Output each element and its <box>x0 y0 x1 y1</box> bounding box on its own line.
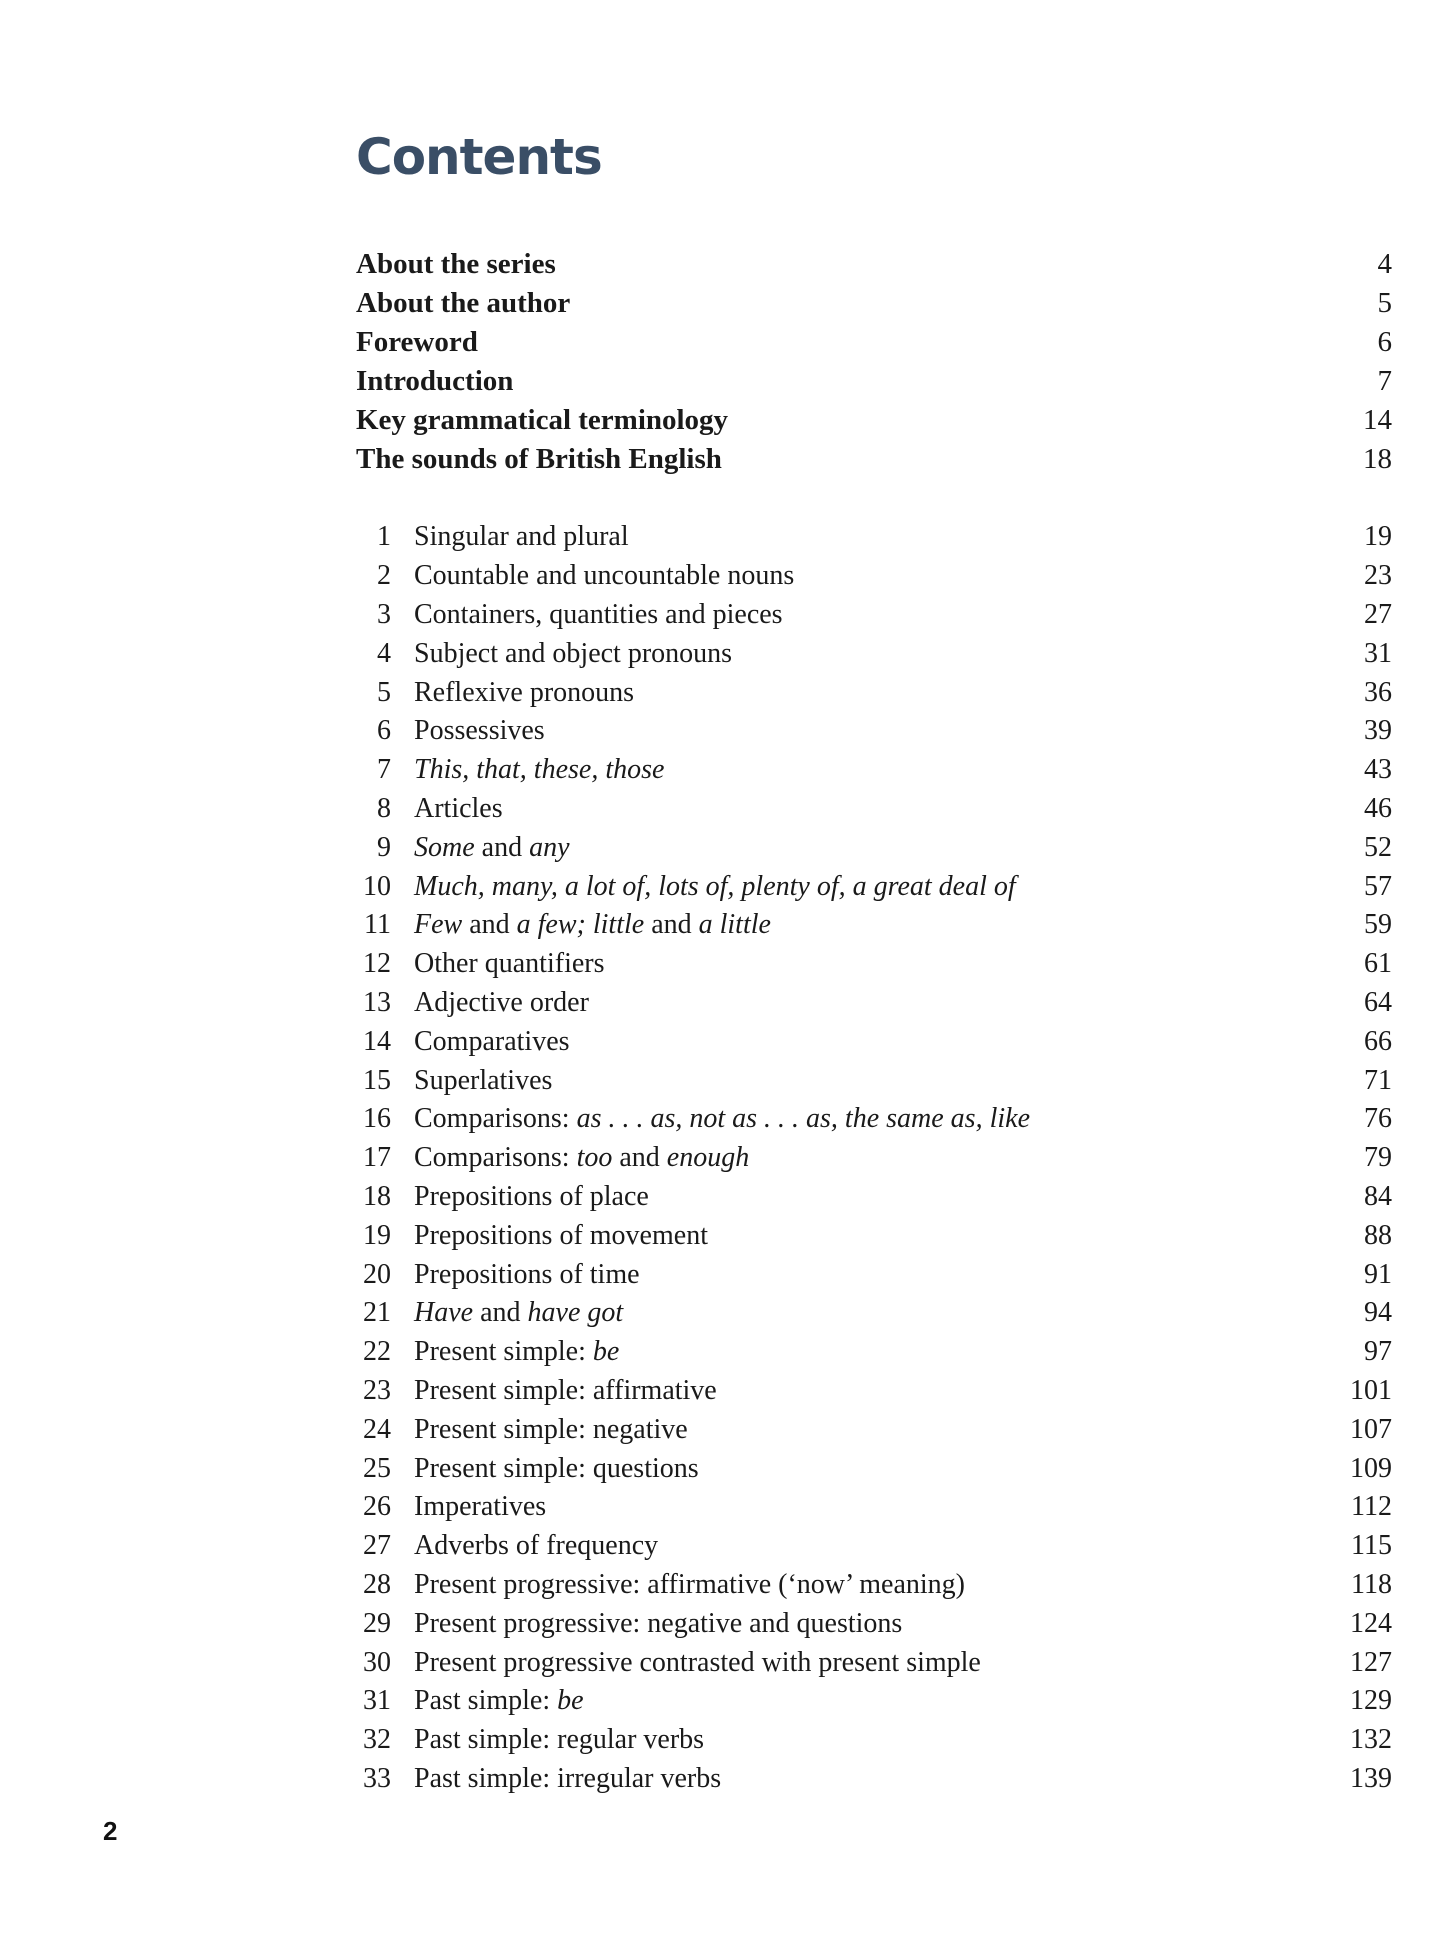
unit-title <box>414 948 1332 980</box>
page-number: 115 <box>1351 1530 1392 1562</box>
unit-title-segment: Past simple: irregular verbs <box>414 1762 722 1794</box>
unit-title-italic-segment: enough <box>666 1142 750 1174</box>
unit-number: 3 <box>377 598 391 630</box>
unit-title-segment: Present progressive: affirmative (‘now’ meaning) <box>414 1568 966 1600</box>
front-matter-item[interactable] <box>356 401 1392 440</box>
front-matter-item[interactable] <box>356 362 1392 401</box>
unit-number: 19 <box>363 1219 391 1251</box>
unit-number: 33 <box>363 1762 391 1794</box>
unit-number: 20 <box>363 1258 391 1290</box>
unit-title <box>414 1724 1332 1756</box>
page-number: 7 <box>1377 365 1392 397</box>
unit-number: 27 <box>363 1530 391 1562</box>
unit-title-italic-segment: have got <box>527 1297 624 1329</box>
unit-number: 8 <box>377 792 391 824</box>
unit-title-italic-segment: be <box>592 1336 620 1368</box>
unit-row[interactable] <box>356 1488 1392 1527</box>
unit-title <box>414 1453 1332 1485</box>
unit-number: 26 <box>363 1491 391 1523</box>
unit-row[interactable] <box>356 867 1392 906</box>
unit-title-segment: Prepositions of time <box>414 1258 640 1290</box>
unit-title <box>414 754 1332 786</box>
unit-number: 1 <box>377 521 391 553</box>
unit-row[interactable] <box>356 1061 1392 1100</box>
unit-number: 10 <box>363 870 391 902</box>
page-number: 118 <box>1351 1568 1392 1600</box>
unit-title <box>414 1103 1332 1135</box>
unit-row[interactable] <box>356 673 1392 712</box>
front-matter-item[interactable] <box>356 245 1392 284</box>
unit-title-segment: Present progressive: negative and questions <box>414 1607 903 1639</box>
unit-row[interactable] <box>356 1216 1392 1255</box>
unit-title-segment: and <box>462 909 517 941</box>
unit-row[interactable] <box>356 1333 1392 1372</box>
unit-title-segment: Adverbs of frequency <box>414 1530 659 1562</box>
unit-title-italic-segment: Much, many, a lot of, lots of, plenty of, a great deal of <box>414 870 1016 902</box>
page-number: 97 <box>1364 1336 1392 1368</box>
unit-row[interactable] <box>356 557 1392 596</box>
unit-title-segment: Other quantifiers <box>414 948 605 980</box>
page-number: 57 <box>1364 870 1392 902</box>
unit-row[interactable] <box>356 1178 1392 1217</box>
unit-title-segment: Present simple: affirmative <box>414 1374 717 1406</box>
front-matter-list <box>356 245 1392 479</box>
page-number: 88 <box>1364 1219 1392 1251</box>
page-number: 71 <box>1364 1064 1392 1096</box>
unit-number: 29 <box>363 1607 391 1639</box>
unit-number: 11 <box>364 909 391 941</box>
page-number: 64 <box>1364 986 1392 1018</box>
front-matter-item[interactable] <box>356 323 1392 362</box>
page-number: 27 <box>1364 598 1392 630</box>
page-number: 4 <box>1377 248 1392 280</box>
front-matter-label: About the series <box>356 248 556 280</box>
unit-number: 28 <box>363 1568 391 1600</box>
unit-title <box>414 793 1332 825</box>
unit-title-segment: Prepositions of place <box>414 1180 649 1212</box>
unit-title-italic-segment: Have <box>414 1297 474 1329</box>
page-number: 79 <box>1364 1142 1392 1174</box>
unit-row[interactable] <box>356 1527 1392 1566</box>
page-number: 36 <box>1364 676 1392 708</box>
unit-number: 4 <box>377 637 391 669</box>
unit-number: 21 <box>363 1297 391 1329</box>
unit-row[interactable] <box>356 1022 1392 1061</box>
unit-title-segment: and <box>473 1297 528 1329</box>
unit-row[interactable] <box>356 1643 1392 1682</box>
unit-row[interactable] <box>356 634 1392 673</box>
unit-title-segment: Singular and plural <box>414 521 629 553</box>
unit-number: 2 <box>377 560 391 592</box>
unit-title-segment: Comparisons: <box>414 1142 577 1174</box>
page-number: 61 <box>1364 948 1392 980</box>
page-number: 76 <box>1364 1103 1392 1135</box>
front-matter-item[interactable] <box>356 284 1392 323</box>
unit-row[interactable] <box>356 1449 1392 1488</box>
unit-title-segment: and <box>644 909 699 941</box>
unit-title <box>414 560 1332 592</box>
unit-title <box>414 1142 1332 1174</box>
unit-title <box>414 1181 1332 1213</box>
unit-number: 25 <box>363 1452 391 1484</box>
unit-row[interactable] <box>356 1760 1392 1799</box>
unit-title <box>414 1336 1332 1368</box>
unit-title-italic-segment: Some <box>414 831 475 863</box>
unit-row[interactable] <box>356 1294 1392 1333</box>
front-matter-label: Introduction <box>356 365 514 397</box>
page-number: 101 <box>1350 1374 1392 1406</box>
unit-title-segment: Present progressive contrasted with present simple <box>414 1646 981 1678</box>
unit-title <box>414 677 1332 709</box>
page-number: 66 <box>1364 1025 1392 1057</box>
unit-title-segment: Past simple: regular verbs <box>414 1724 705 1756</box>
unit-title <box>414 1220 1332 1252</box>
unit-row[interactable] <box>356 1255 1392 1294</box>
unit-title <box>414 1685 1332 1717</box>
unit-title-segment: and <box>612 1142 667 1174</box>
unit-title-italic-segment: a few; little <box>516 909 645 941</box>
page-number: 109 <box>1350 1452 1392 1484</box>
unit-title <box>414 1530 1332 1562</box>
unit-title-segment: and <box>474 831 530 863</box>
unit-row[interactable] <box>356 518 1392 557</box>
unit-title-segment: Reflexive pronouns <box>414 676 635 708</box>
unit-row[interactable] <box>356 751 1392 790</box>
unit-number: 22 <box>363 1336 391 1368</box>
unit-title <box>414 1259 1332 1291</box>
unit-row[interactable] <box>356 712 1392 751</box>
unit-title-segment: Adjective order <box>414 986 589 1018</box>
page-number: 127 <box>1350 1646 1392 1678</box>
page-number: 18 <box>1363 443 1392 475</box>
page-number: 91 <box>1364 1258 1392 1290</box>
unit-number: 6 <box>377 715 391 747</box>
unit-title-italic-segment: too <box>576 1142 613 1174</box>
unit-number: 17 <box>363 1142 391 1174</box>
front-matter-label: Foreword <box>356 326 478 358</box>
unit-title <box>414 1375 1332 1407</box>
unit-number: 23 <box>363 1374 391 1406</box>
unit-title <box>414 521 1332 553</box>
unit-title <box>414 638 1332 670</box>
unit-number: 13 <box>363 986 391 1018</box>
unit-list <box>356 518 1392 1798</box>
unit-title <box>414 1297 1332 1329</box>
unit-title <box>414 871 1332 903</box>
unit-number: 16 <box>363 1103 391 1135</box>
page-number: 5 <box>1377 287 1392 319</box>
unit-title <box>414 715 1332 747</box>
unit-row[interactable] <box>356 906 1392 945</box>
unit-title-segment: Comparisons: <box>414 1103 577 1135</box>
unit-title <box>414 1647 1332 1679</box>
page-number: 84 <box>1364 1180 1392 1212</box>
unit-title-italic-segment: This, that, these, those <box>414 754 665 786</box>
front-matter-label: About the author <box>356 287 571 319</box>
unit-number: 32 <box>363 1724 391 1756</box>
unit-title-segment: Past simple: <box>414 1685 558 1717</box>
page-number: 14 <box>1363 404 1392 436</box>
page-number: 132 <box>1350 1724 1392 1756</box>
front-matter-item[interactable] <box>356 440 1392 479</box>
unit-row[interactable] <box>356 596 1392 635</box>
unit-title-segment: Present simple: questions <box>414 1452 699 1484</box>
unit-title <box>414 832 1332 864</box>
unit-number: 31 <box>363 1685 391 1717</box>
unit-title <box>414 987 1332 1019</box>
page-number: 129 <box>1350 1685 1392 1717</box>
unit-title <box>414 1414 1332 1446</box>
page-number: 46 <box>1364 792 1392 824</box>
unit-row[interactable] <box>356 984 1392 1023</box>
unit-title-italic-segment: as . . . as, not as . . . as, the same as, like <box>576 1103 1030 1135</box>
page-number: 43 <box>1364 754 1392 786</box>
unit-number: 30 <box>363 1646 391 1678</box>
unit-title-segment: Possessives <box>414 715 545 747</box>
unit-title <box>414 1608 1332 1640</box>
unit-title-segment: Subject and object pronouns <box>414 637 733 669</box>
page-number: 39 <box>1364 715 1392 747</box>
unit-row[interactable] <box>356 1139 1392 1178</box>
unit-number: 5 <box>377 676 391 708</box>
page-number: 52 <box>1364 831 1392 863</box>
unit-title-italic-segment: any <box>529 831 570 863</box>
unit-title-italic-segment: be <box>557 1685 584 1717</box>
unit-title-segment: Comparatives <box>414 1025 570 1057</box>
page-title: Contents <box>356 128 602 186</box>
page-number: 139 <box>1350 1762 1392 1794</box>
unit-number: 15 <box>363 1064 391 1096</box>
unit-row[interactable] <box>356 790 1392 829</box>
page-number: 94 <box>1364 1297 1392 1329</box>
page-number: 19 <box>1364 521 1392 553</box>
unit-number: 7 <box>377 754 391 786</box>
unit-row[interactable] <box>356 1682 1392 1721</box>
unit-row[interactable] <box>356 945 1392 984</box>
page-number: 6 <box>1377 326 1392 358</box>
unit-title <box>414 1026 1332 1058</box>
unit-row[interactable] <box>356 1410 1392 1449</box>
front-matter-label: Key grammatical terminology <box>356 404 729 436</box>
unit-row[interactable] <box>356 1604 1392 1643</box>
unit-number: 14 <box>363 1025 391 1057</box>
unit-number: 12 <box>363 948 391 980</box>
page-number: 31 <box>1364 637 1392 669</box>
unit-title <box>414 909 1332 941</box>
page-number: 23 <box>1364 560 1392 592</box>
unit-number: 9 <box>377 831 391 863</box>
page-number: 59 <box>1364 909 1392 941</box>
unit-title <box>414 1491 1332 1523</box>
unit-title-segment: Superlatives <box>414 1064 553 1096</box>
folio-page-number: 2 <box>103 1816 118 1846</box>
unit-title <box>414 599 1332 631</box>
page-number: 124 <box>1350 1607 1392 1639</box>
unit-row[interactable] <box>356 1721 1392 1760</box>
unit-title-italic-segment: a little <box>698 909 771 941</box>
unit-row[interactable] <box>356 1372 1392 1411</box>
unit-title-segment: Containers, quantities and pieces <box>414 598 783 630</box>
page-number: 112 <box>1351 1491 1392 1523</box>
unit-row[interactable] <box>356 828 1392 867</box>
unit-row[interactable] <box>356 1566 1392 1605</box>
unit-title-segment: Present simple: <box>414 1336 593 1368</box>
unit-number: 24 <box>363 1413 391 1445</box>
page-number: 107 <box>1350 1413 1392 1445</box>
unit-title-segment: Prepositions of movement <box>414 1219 708 1251</box>
front-matter-label: The sounds of British English <box>356 443 722 475</box>
unit-title <box>414 1569 1332 1601</box>
unit-title-italic-segment: Few <box>414 909 463 941</box>
unit-title <box>414 1763 1332 1795</box>
unit-title <box>414 1065 1332 1097</box>
unit-title-segment: Present simple: negative <box>414 1413 688 1445</box>
unit-row[interactable] <box>356 1100 1392 1139</box>
unit-title-segment: Countable and uncountable nouns <box>414 560 795 592</box>
unit-title-segment: Articles <box>414 792 503 824</box>
unit-number: 18 <box>363 1180 391 1212</box>
unit-title-segment: Imperatives <box>414 1491 547 1523</box>
